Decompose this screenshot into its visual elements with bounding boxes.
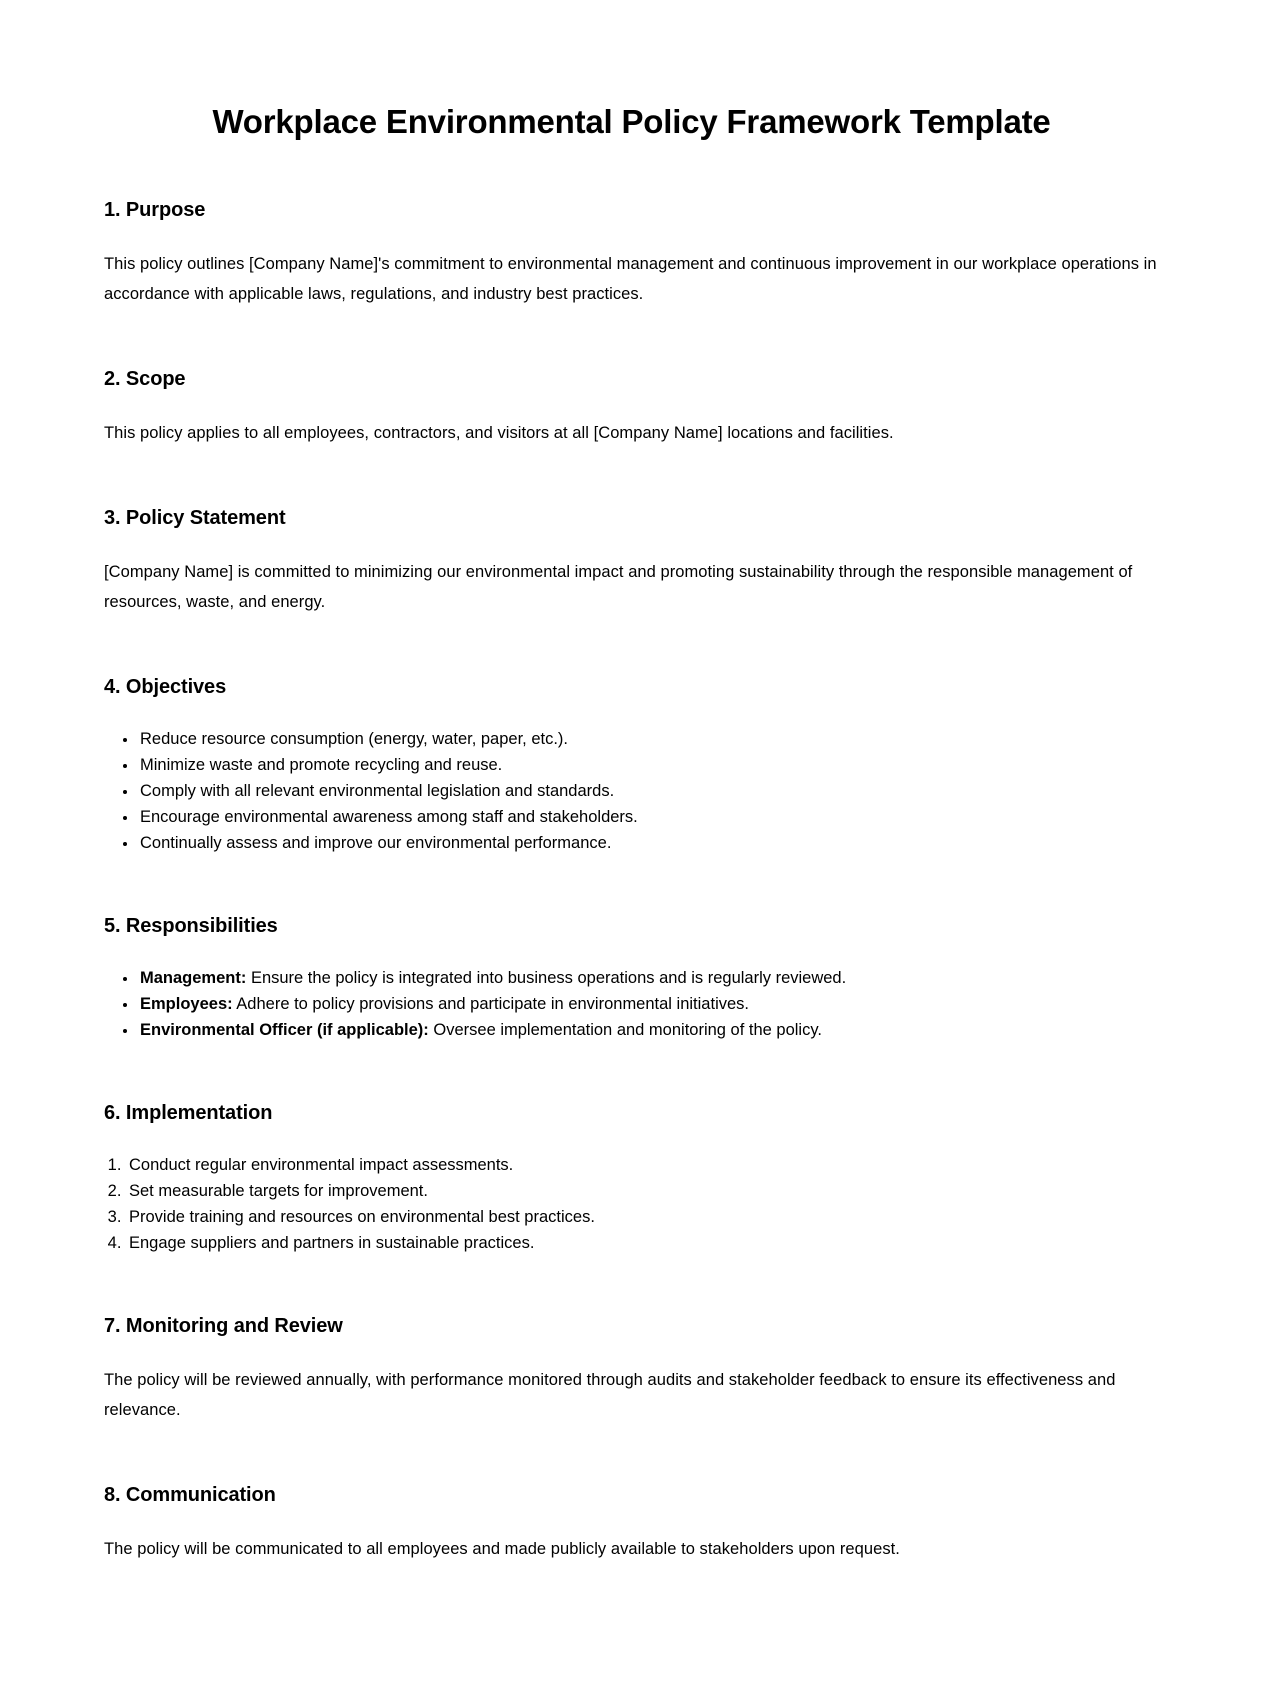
spacer xyxy=(104,1339,1159,1365)
spacer xyxy=(104,1508,1159,1534)
section-policy-statement xyxy=(104,506,1159,617)
section-objectives xyxy=(104,675,1159,856)
list-item-text: Adhere to policy provisions and participate in environmental initiatives. xyxy=(232,994,749,1013)
section-heading-communication: 8. Communication xyxy=(104,1483,276,1506)
list-item: 1. Conduct regular environmental impact assessments. xyxy=(126,1152,1159,1178)
section-heading-monitoring-and-review: 7. Monitoring and Review xyxy=(104,1314,343,1337)
list-item: 2. Set measurable targets for improvement. xyxy=(126,1178,1159,1204)
list-item xyxy=(138,1017,1159,1043)
list-item: 4. Engage suppliers and partners in sustainable practices. xyxy=(126,1230,1159,1256)
page-title: Workplace Environmental Policy Framework Template xyxy=(212,103,1051,140)
spacer xyxy=(104,223,1159,249)
list-item-text: Ensure the policy is integrated into business operations and is regularly reviewed. xyxy=(246,968,847,987)
list-item xyxy=(138,991,1159,1017)
section-heading-responsibilities: 5. Responsibilities xyxy=(104,914,278,937)
section-heading-policy-statement: 3. Policy Statement xyxy=(104,506,286,529)
section-body-communication: The policy will be communicated to all employees and made publicly available to stakeholders upon request. xyxy=(104,1539,900,1558)
list-item: • Continually assess and improve our environmental performance. xyxy=(138,830,1159,856)
section-heading-implementation: 6. Implementation xyxy=(104,1101,273,1124)
section-communication xyxy=(104,1483,1159,1564)
spacer xyxy=(104,700,1159,726)
section-monitoring-and-review xyxy=(104,1314,1159,1425)
list-item-label: Management: xyxy=(140,968,247,987)
spacer xyxy=(104,392,1159,418)
section-scope xyxy=(104,367,1159,448)
section-purpose xyxy=(104,198,1159,309)
section-body-policy-statement: [Company Name] is committed to minimizing our environmental impact and promoting sustainability through the responsible management of resources, waste, and energy. xyxy=(104,562,1133,611)
section-body-scope: This policy applies to all employees, contractors, and visitors at all [Company Name] locations and facilities. xyxy=(104,423,894,442)
section-responsibilities xyxy=(104,914,1159,1043)
spacer xyxy=(104,939,1159,965)
section-heading-objectives: 4. Objectives xyxy=(104,675,227,698)
section-heading-purpose: 1. Purpose xyxy=(104,198,206,221)
section-body-monitoring-and-review: The policy will be reviewed annually, with performance monitored through audits and stakeholder feedback to ensure its effectiveness and relevance. xyxy=(104,1370,1116,1419)
list-item xyxy=(138,965,1159,991)
responsibilities-list xyxy=(104,965,1159,1043)
section-implementation xyxy=(104,1101,1159,1256)
list-item: • Encourage environmental awareness among staff and stakeholders. xyxy=(138,804,1159,830)
list-item: • Minimize waste and promote recycling and reuse. xyxy=(138,752,1159,778)
section-heading-scope: 2. Scope xyxy=(104,367,186,390)
list-item: 3. Provide training and resources on environmental best practices. xyxy=(126,1204,1159,1230)
spacer xyxy=(104,531,1159,557)
list-item: • Comply with all relevant environmental legislation and standards. xyxy=(138,778,1159,804)
section-body-purpose: This policy outlines [Company Name]'s commitment to environmental management and continuous improvement in our workplace operations in accordance with applicable laws, regulations, and industry best practices. xyxy=(104,254,1157,303)
list-item-label: Employees: xyxy=(140,994,233,1013)
page-bottom-spacer xyxy=(104,1564,1159,1684)
spacer xyxy=(104,1126,1159,1152)
list-item-label: Environmental Officer (if applicable): xyxy=(140,1020,429,1039)
implementation-list xyxy=(104,1152,1159,1256)
list-item: • Reduce resource consumption (energy, water, paper, etc.). xyxy=(138,726,1159,752)
list-item-text: Oversee implementation and monitoring of the policy. xyxy=(428,1020,822,1039)
objectives-list xyxy=(104,726,1159,856)
